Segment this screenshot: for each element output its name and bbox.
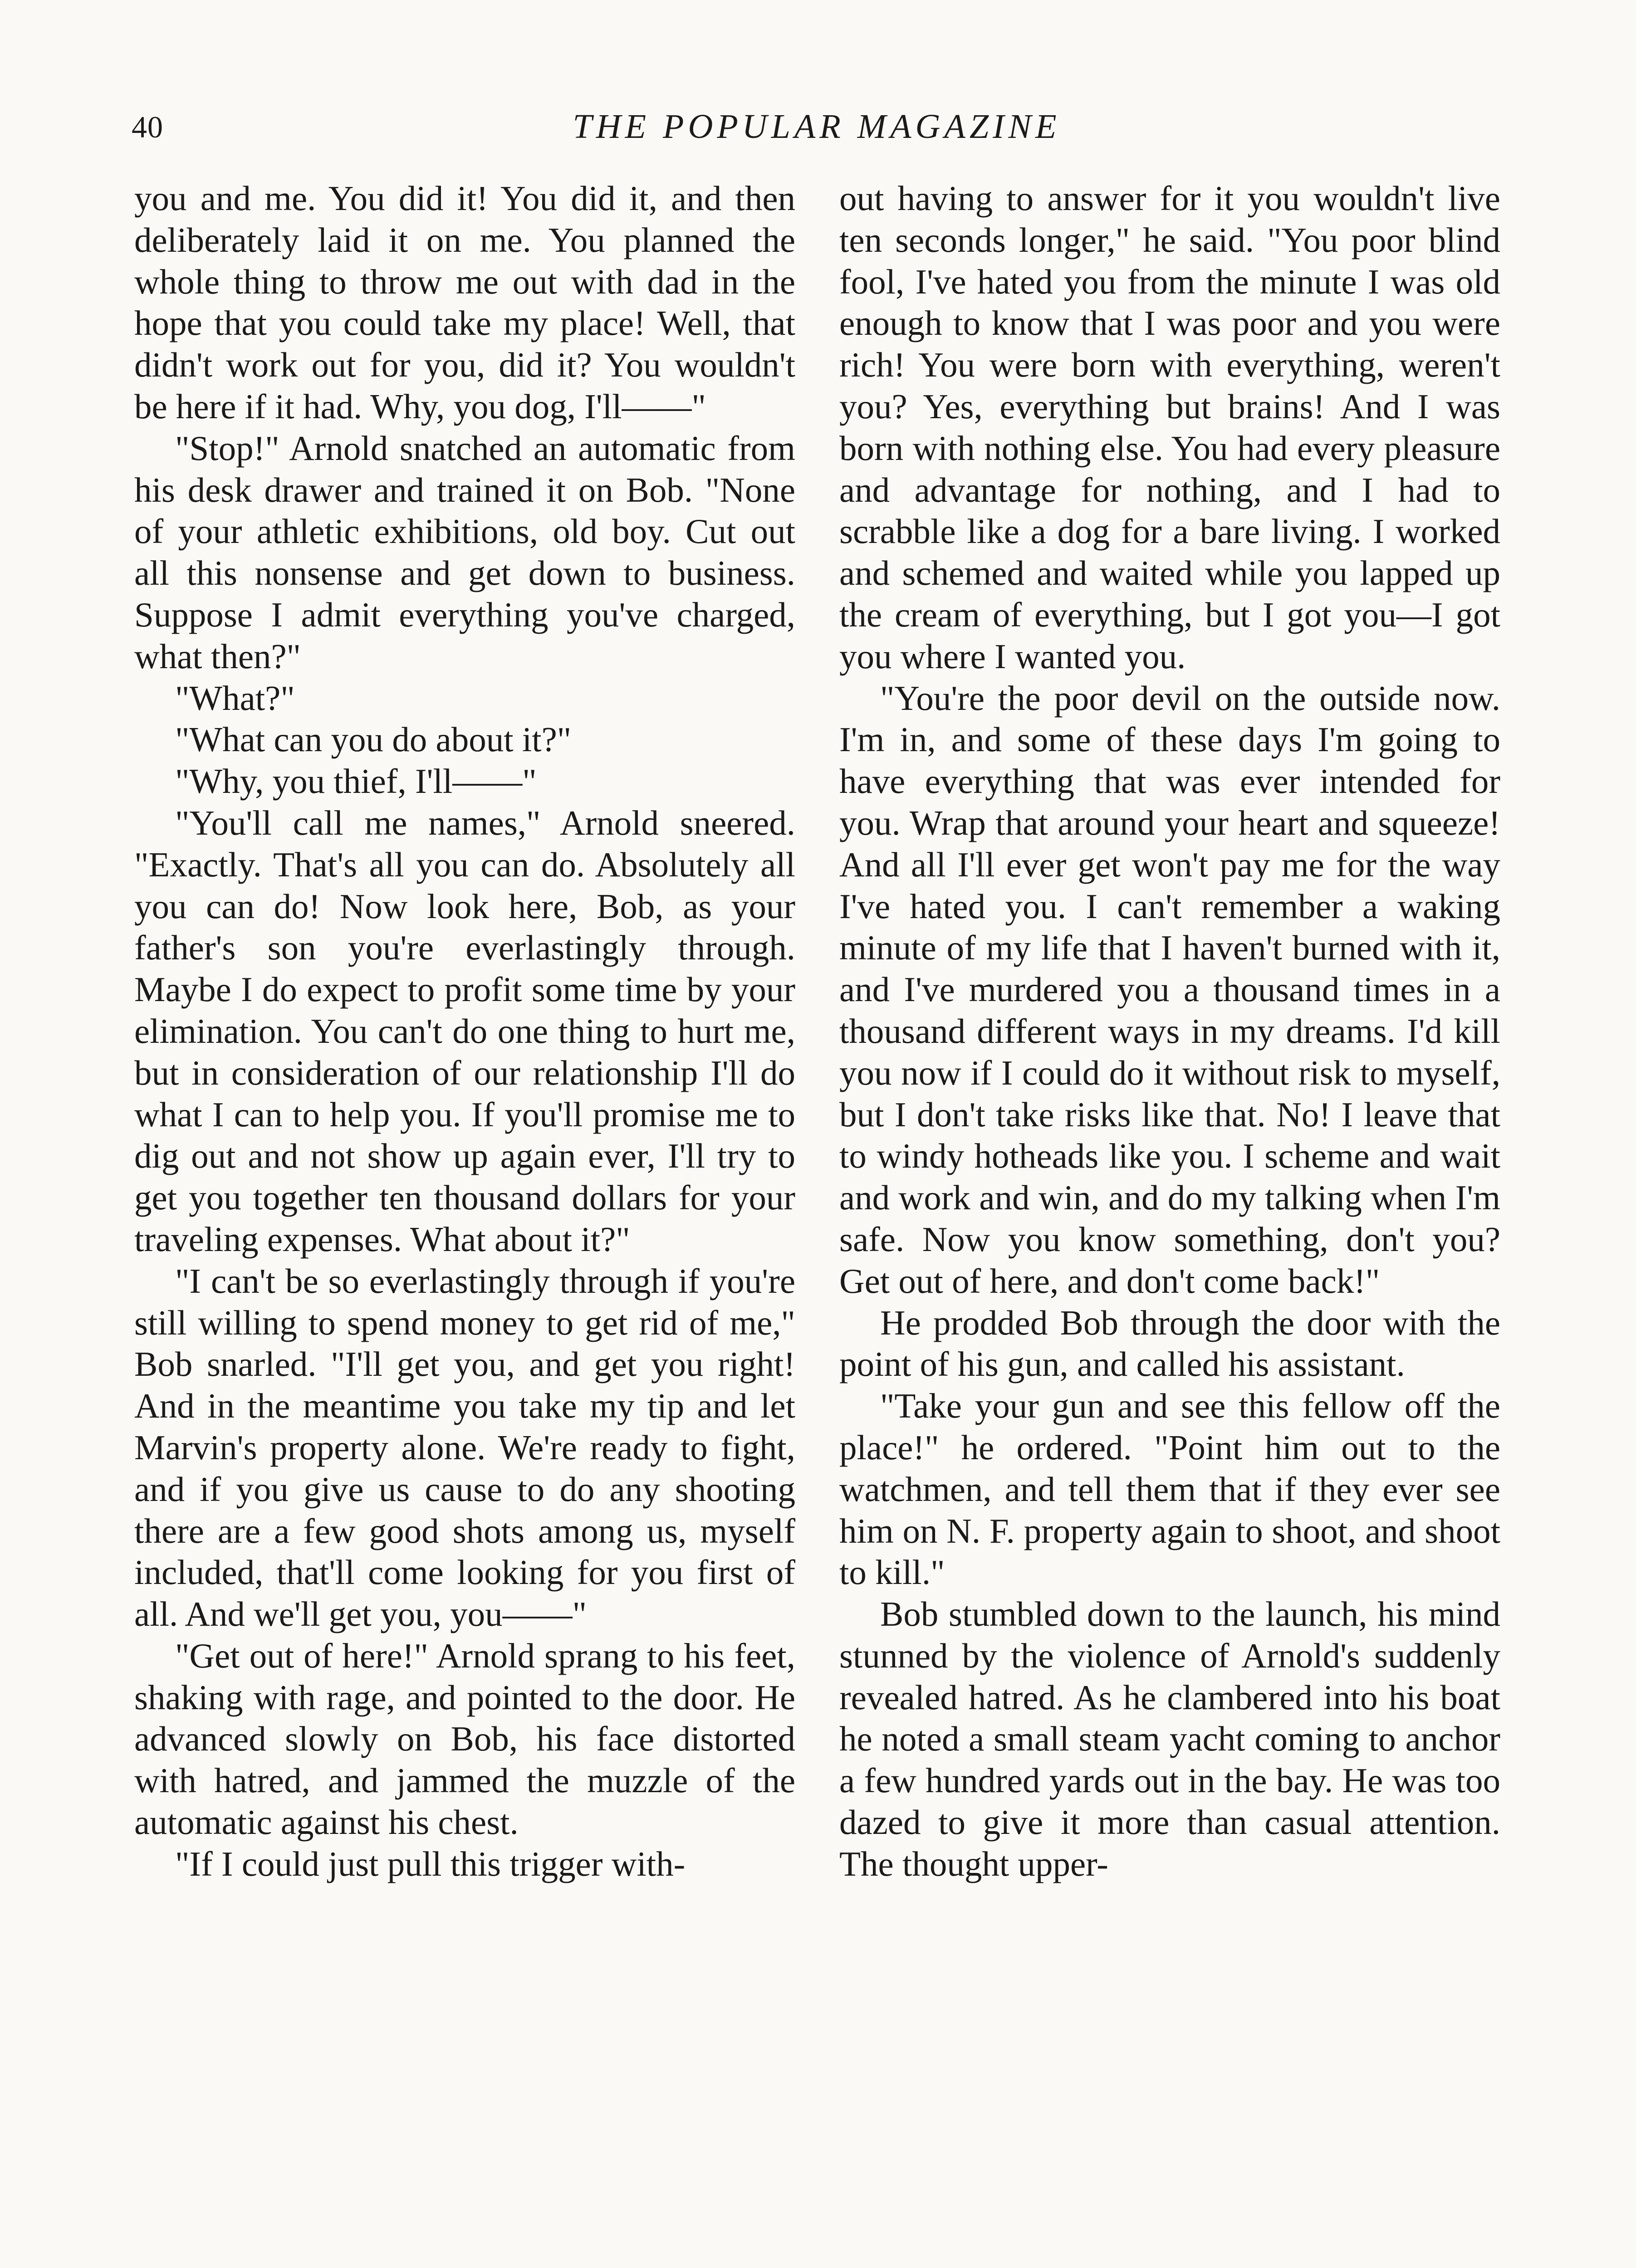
paragraph: "What?" xyxy=(175,678,295,718)
paragraph: "You'll call me names," Arnold sneered. "Exactly. That's all you can do. Absolutely all you can do! Now look here, Bob, as your father's son you're everlastingly through. Maybe I do expect to profit some time by your elimination. You can't do one thing to hurt me, but in consideration of our relationship I'll do what I can to help you. If you'll promise me to dig out and not show up again ever, I'll try to get you together ten thousand dollars for your traveling expenses. What about it?" xyxy=(134,803,795,1259)
paragraph: He prodded Bob through the door with the point of his gun, and called his assistant. xyxy=(839,1303,1500,1384)
left-column xyxy=(134,178,795,2268)
paragraph: "Why, you thief, I'll——" xyxy=(175,762,537,801)
paragraph: "What can you do about it?" xyxy=(175,720,572,759)
running-title: THE POPULAR MAGAZINE xyxy=(573,108,1061,146)
paragraph: "You're the poor devil on the outside now. I'm in, and some of these days I'm going to have everything that was ever intended for you. Wrap that around your heart and squeeze! And all I'll ever get won't pay me for the way I've hated you. I can't remember a waking minute of my life that I haven't burned with it, and I've murdered you a thousand times in a thousand different ways in my dreams. I'd kill you now if I could do it without risk to myself, but I don't take risks like that. No! I leave that to windy hotheads like you. I scheme and wait and work and win, and do my talking when I'm safe. Now you know something, don't you? Get out of here, and don't come back!" xyxy=(839,678,1500,1300)
paragraph: "Take your gun and see this fellow off the place!" he ordered. "Point him out to the watchmen, and tell them that if they ever see him on N. F. property again to shoot, and shoot to kill." xyxy=(839,1386,1500,1592)
paragraph: "Get out of here!" Arnold sprang to his feet, shaking with rage, and pointed to the door. He advanced slowly on Bob, his face distorted with hatred, and jammed the muzzle of the automatic against his chest. xyxy=(134,1636,795,1842)
paragraph: Bob stumbled down to the launch, his mind stunned by the violence of Arnold's suddenly revealed hatred. As he clambered into his boat he noted a small steam yacht coming to anchor a few hundred yards out in the bay. He was too dazed to give it more than casual attention. The thought upper- xyxy=(839,1594,1500,1883)
page-header xyxy=(132,95,1502,159)
paragraph: out having to answer for it you wouldn't live ten seconds longer," he said. "You poor blind fool, I've hated you from the minute I was old enough to know that I was poor and you were rich! You were born with everything, weren't you? Yes, everything but brains! And I was born with nothing else. You had every pleasure and advantage for nothing, and I had to scrabble like a dog for a bare living. I worked and schemed and waited while you lapped up the cream of everything, but I got you—I got you where I wanted you. xyxy=(839,179,1500,676)
paragraph: "If I could just pull this trigger with- xyxy=(175,1844,686,1883)
right-column xyxy=(839,178,1500,2268)
page-number: 40 xyxy=(132,110,163,144)
paragraph: you and me. You did it! You did it, and then deliberately laid it on me. You planned the whole thing to throw me out with dad in the hope that you could take my place! Well, that didn't work out for you, did it? You wouldn't be here if it had. Why, you dog, I'll——" xyxy=(134,179,795,426)
paragraph: "Stop!" Arnold snatched an automatic from his desk drawer and trained it on Bob. "None of your athletic exhibitions, old boy. Cut out all this nonsense and get down to business. Suppose I admit everything you've charged, what then?" xyxy=(134,428,795,676)
paragraph: "I can't be so everlastingly through if you're still willing to spend money to get rid of me," Bob snarled. "I'll get you, and get you right! And in the meantime you take my tip and let Marvin's property alone. We're ready to fight, and if you give us cause to do any shooting there are a few good shots among us, myself included, that'll come looking for you first of all. And we'll get you, you——" xyxy=(134,1261,795,1634)
